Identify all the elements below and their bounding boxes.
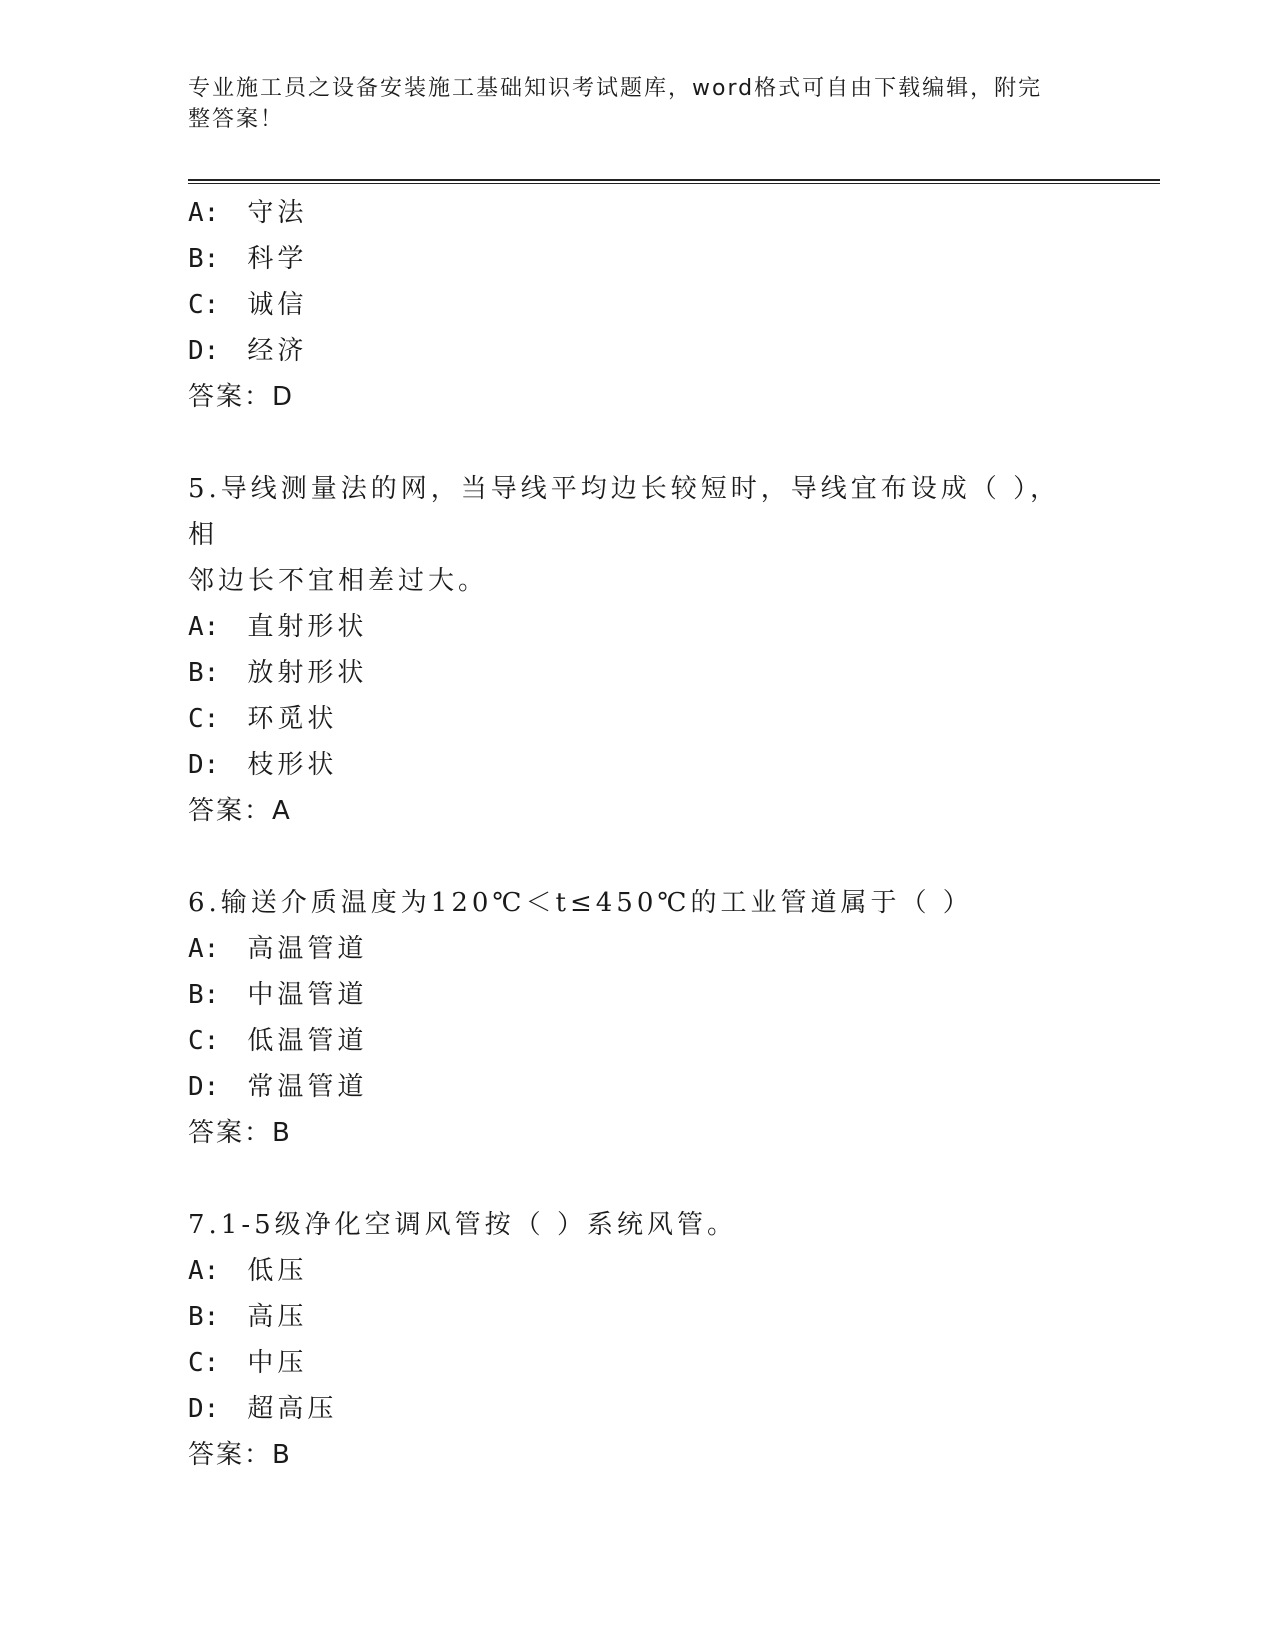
option-c	[188, 1018, 1088, 1064]
answer-line: 答案：B	[188, 1118, 292, 1148]
option-d	[188, 742, 1088, 788]
option-letter: A:	[188, 612, 220, 642]
option-letter: B:	[188, 658, 220, 688]
option-letter: A:	[188, 198, 220, 228]
option-d	[188, 328, 1088, 374]
option-text: 守法	[247, 198, 308, 228]
option-letter: B:	[188, 1302, 220, 1332]
option-text: 中压	[247, 1348, 308, 1378]
option-letter: D:	[188, 750, 220, 780]
option-d	[188, 1064, 1088, 1110]
option-a	[188, 1248, 1088, 1294]
question-stem	[188, 1202, 1078, 1248]
question-stem-line-1: 7.1-5级净化空调风管按（ ）系统风管。	[188, 1210, 737, 1240]
option-text: 枝形状	[247, 750, 338, 780]
option-text: 直射形状	[247, 612, 368, 642]
header-line-1: 专业施工员之设备安装施工基础知识考试题库，word格式可自由下载编辑，附完	[188, 76, 1043, 101]
option-c	[188, 282, 1088, 328]
option-letter: D:	[188, 336, 220, 366]
question-block-prev	[188, 190, 1088, 420]
answer-line: 答案：A	[188, 796, 292, 826]
option-a	[188, 190, 1088, 236]
option-letter: C:	[188, 290, 220, 320]
question-stem	[188, 466, 1078, 604]
option-text: 环觅状	[247, 704, 338, 734]
option-c	[188, 1340, 1088, 1386]
option-text: 中温管道	[247, 980, 368, 1010]
answer-line: 答案：D	[188, 382, 295, 412]
option-c	[188, 696, 1088, 742]
option-text: 科学	[247, 244, 308, 274]
option-b	[188, 650, 1088, 696]
option-letter: A:	[188, 1256, 220, 1286]
option-a	[188, 926, 1088, 972]
option-text: 经济	[247, 336, 308, 366]
option-text: 低压	[247, 1256, 308, 1286]
option-text: 超高压	[247, 1394, 338, 1424]
question-stem	[188, 880, 1078, 926]
question-stem-line-2: 邻边长不宜相差过大。	[188, 566, 489, 596]
option-letter: C:	[188, 704, 220, 734]
document-header	[188, 73, 1068, 135]
question-list	[188, 190, 1088, 1478]
header-divider-thick	[188, 179, 1160, 181]
answer-line: 答案：B	[188, 1440, 292, 1470]
option-b	[188, 236, 1088, 282]
option-text: 高压	[247, 1302, 308, 1332]
option-letter: B:	[188, 244, 220, 274]
question-stem-line-1: 6.输送介质温度为120℃＜t≤450℃的工业管道属于（ ）	[188, 888, 973, 918]
option-b	[188, 1294, 1088, 1340]
question-stem-line-1: 5.导线测量法的网，当导线平均边长较短时，导线宜布设成（ ），相	[188, 474, 1061, 550]
option-b	[188, 972, 1088, 1018]
option-text: 诚信	[247, 290, 308, 320]
question-block-7	[188, 1202, 1088, 1478]
question-block-5	[188, 466, 1088, 834]
option-text: 高温管道	[247, 934, 368, 964]
option-letter: C:	[188, 1026, 220, 1056]
option-d	[188, 1386, 1088, 1432]
option-text: 放射形状	[247, 658, 368, 688]
option-letter: D:	[188, 1072, 220, 1102]
option-a	[188, 604, 1088, 650]
header-line-2: 整答案！	[188, 107, 285, 132]
question-block-6	[188, 880, 1088, 1156]
option-letter: A:	[188, 934, 220, 964]
header-divider-thin	[188, 183, 1160, 184]
option-letter: C:	[188, 1348, 220, 1378]
option-letter: B:	[188, 980, 220, 1010]
option-letter: D:	[188, 1394, 220, 1424]
option-text: 低温管道	[247, 1026, 368, 1056]
option-text: 常温管道	[247, 1072, 368, 1102]
